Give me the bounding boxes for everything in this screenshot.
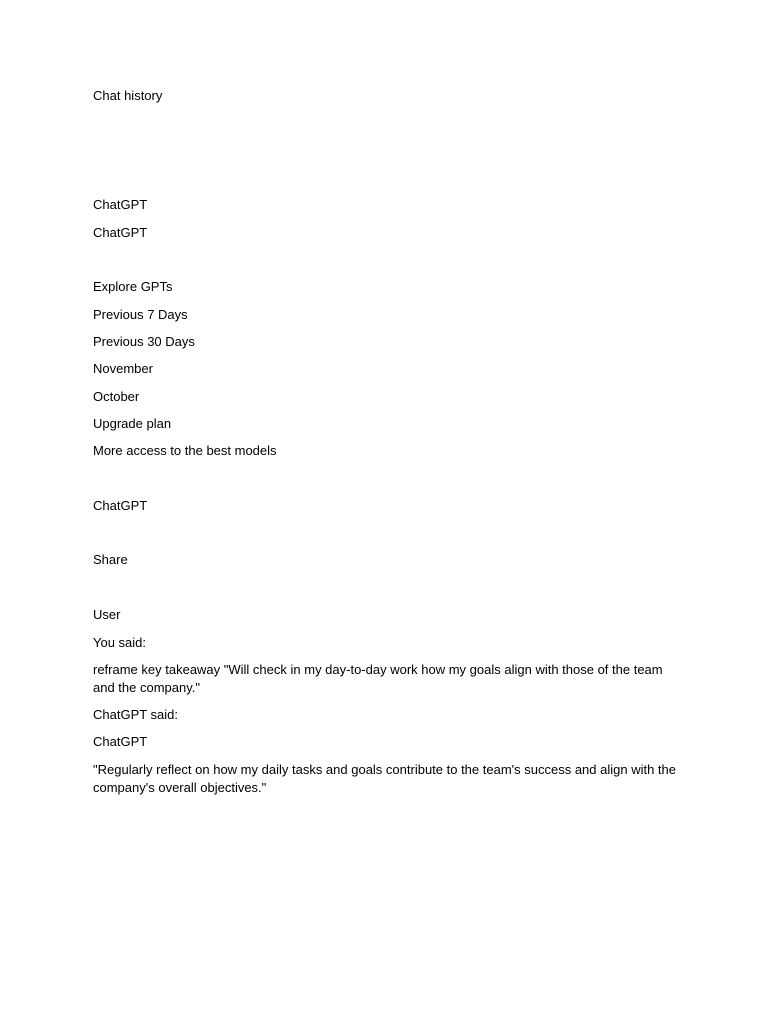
sidebar-section-october: October [93, 389, 140, 404]
user-avatar-label: User [93, 607, 121, 622]
sidebar-brand-primary[interactable]: ChatGPT [93, 197, 148, 212]
sidebar-section-previous-7-days: Previous 7 Days [93, 307, 188, 322]
assistant-said-label: ChatGPT said: [93, 707, 179, 722]
user-message: reframe key takeaway "Will check in my day-to-day work how my goals align with those of the team and the company." [93, 662, 663, 695]
sidebar-section-november: November [93, 361, 153, 376]
share-button[interactable]: Share [93, 552, 128, 567]
user-said-label: You said: [93, 635, 147, 650]
explore-gpts-link[interactable]: Explore GPTs [93, 279, 173, 294]
model-selector[interactable]: ChatGPT [93, 498, 148, 513]
upgrade-plan-subtitle: More access to the best models [93, 443, 277, 458]
upgrade-plan-button[interactable]: Upgrade plan [93, 416, 172, 431]
assistant-message: "Regularly reflect on how my daily tasks and goals contribute to the team's success and align with the company's overall objectives." [93, 762, 677, 795]
sidebar-brand-secondary[interactable]: ChatGPT [93, 225, 148, 240]
chat-history-label[interactable]: Chat history [93, 88, 163, 103]
assistant-avatar-label: ChatGPT [93, 734, 148, 749]
sidebar-section-previous-30-days: Previous 30 Days [93, 334, 195, 349]
